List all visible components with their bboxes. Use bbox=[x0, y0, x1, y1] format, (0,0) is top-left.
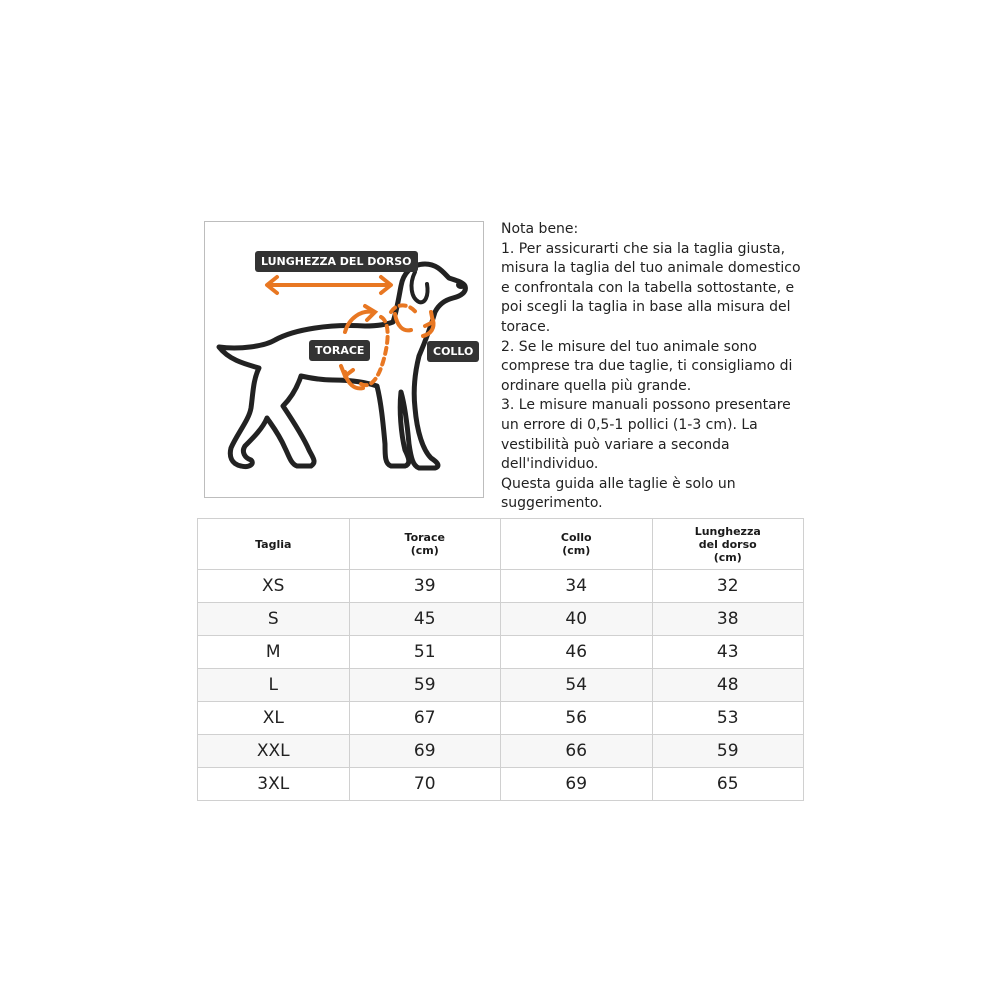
table-cell-back: 32 bbox=[652, 570, 804, 603]
header-chest bbox=[349, 519, 501, 570]
header-back-label: Lunghezza bbox=[694, 524, 761, 538]
table-cell-neck: 40 bbox=[501, 603, 653, 636]
size-table bbox=[197, 518, 804, 801]
header-back-unit: (cm) bbox=[713, 550, 742, 564]
notes-line: suggerimento. bbox=[501, 495, 603, 512]
notes-line: 2. Se le misure del tuo animale sono bbox=[501, 338, 757, 355]
notes-line: Questa guida alle taglie è solo un bbox=[501, 475, 736, 492]
chest-label: TORACE bbox=[309, 340, 370, 361]
notes-line: torace. bbox=[501, 318, 551, 335]
table-cell-back: 38 bbox=[652, 603, 804, 636]
table-cell-back: 48 bbox=[652, 669, 804, 702]
table-cell-size: M bbox=[198, 636, 350, 669]
neck-label: COLLO bbox=[427, 341, 479, 362]
header-neck bbox=[501, 519, 653, 570]
header-chest-unit: (cm) bbox=[410, 544, 439, 557]
table-cell-back: 43 bbox=[652, 636, 804, 669]
table-cell-size: XS bbox=[198, 570, 350, 603]
header-neck-label: Collo bbox=[560, 531, 592, 544]
table-cell-size: 3XL bbox=[198, 768, 350, 801]
table-cell-neck: 69 bbox=[501, 768, 653, 801]
notes-line: misura la taglia del tuo animale domestico bbox=[501, 260, 801, 277]
dog-ear-outline bbox=[412, 272, 428, 302]
table-cell-back: 59 bbox=[652, 735, 804, 768]
table-row bbox=[198, 702, 804, 735]
table-row bbox=[198, 768, 804, 801]
notes-line: Nota bene: bbox=[501, 221, 579, 237]
notes-line: dell'individuo. bbox=[501, 456, 599, 473]
table-cell-neck: 46 bbox=[501, 636, 653, 669]
table-cell-chest: 51 bbox=[349, 636, 501, 669]
dog-nose bbox=[456, 281, 466, 289]
table-cell-size: L bbox=[198, 669, 350, 702]
header-back-label-2: del dorso bbox=[698, 537, 757, 551]
notes-line: 3. Le misure manuali possono presentare bbox=[501, 397, 791, 414]
notes-line: poi scegli la taglia in base alla misura del bbox=[501, 299, 791, 316]
notes-line: 1. Per assicurarti che sia la taglia giusta, bbox=[501, 240, 786, 257]
back-length-arrow bbox=[267, 277, 391, 293]
header-chest-label: Torace bbox=[404, 531, 445, 544]
notes-line: un errore di 0,5-1 pollici (1-3 cm). La bbox=[501, 416, 758, 433]
header-size bbox=[198, 519, 350, 570]
header-size-label: Taglia bbox=[255, 537, 292, 551]
table-cell-neck: 54 bbox=[501, 669, 653, 702]
table-cell-size: XL bbox=[198, 702, 350, 735]
header-neck-unit: (cm) bbox=[562, 544, 591, 557]
table-cell-size: XXL bbox=[198, 735, 350, 768]
dog-measurement-diagram bbox=[204, 221, 484, 498]
table-row bbox=[198, 603, 804, 636]
table-cell-chest: 59 bbox=[349, 669, 501, 702]
table-cell-back: 53 bbox=[652, 702, 804, 735]
notes-line: comprese tra due taglie, ti consigliamo di bbox=[501, 358, 793, 375]
table-cell-neck: 56 bbox=[501, 702, 653, 735]
table-row bbox=[198, 636, 804, 669]
table-row bbox=[198, 570, 804, 603]
table-cell-neck: 34 bbox=[501, 570, 653, 603]
notes-line: e confrontala con la tabella sottostante, e bbox=[501, 279, 795, 296]
notes-line: ordinare quella più grande. bbox=[501, 377, 692, 394]
table-header-row bbox=[198, 519, 804, 570]
table-cell-chest: 39 bbox=[349, 570, 501, 603]
table-row bbox=[198, 669, 804, 702]
table-cell-neck: 66 bbox=[501, 735, 653, 768]
table-cell-chest: 70 bbox=[349, 768, 501, 801]
table-cell-back: 65 bbox=[652, 768, 804, 801]
notes-line: vestibilità può variare a seconda bbox=[501, 436, 730, 453]
header-back bbox=[652, 519, 804, 570]
back-length-label: LUNGHEZZA DEL DORSO bbox=[255, 251, 418, 272]
table-cell-chest: 45 bbox=[349, 603, 501, 636]
table-cell-chest: 67 bbox=[349, 702, 501, 735]
table-cell-size: S bbox=[198, 603, 350, 636]
table-row bbox=[198, 735, 804, 768]
size-notes bbox=[501, 220, 811, 514]
table-cell-chest: 69 bbox=[349, 735, 501, 768]
